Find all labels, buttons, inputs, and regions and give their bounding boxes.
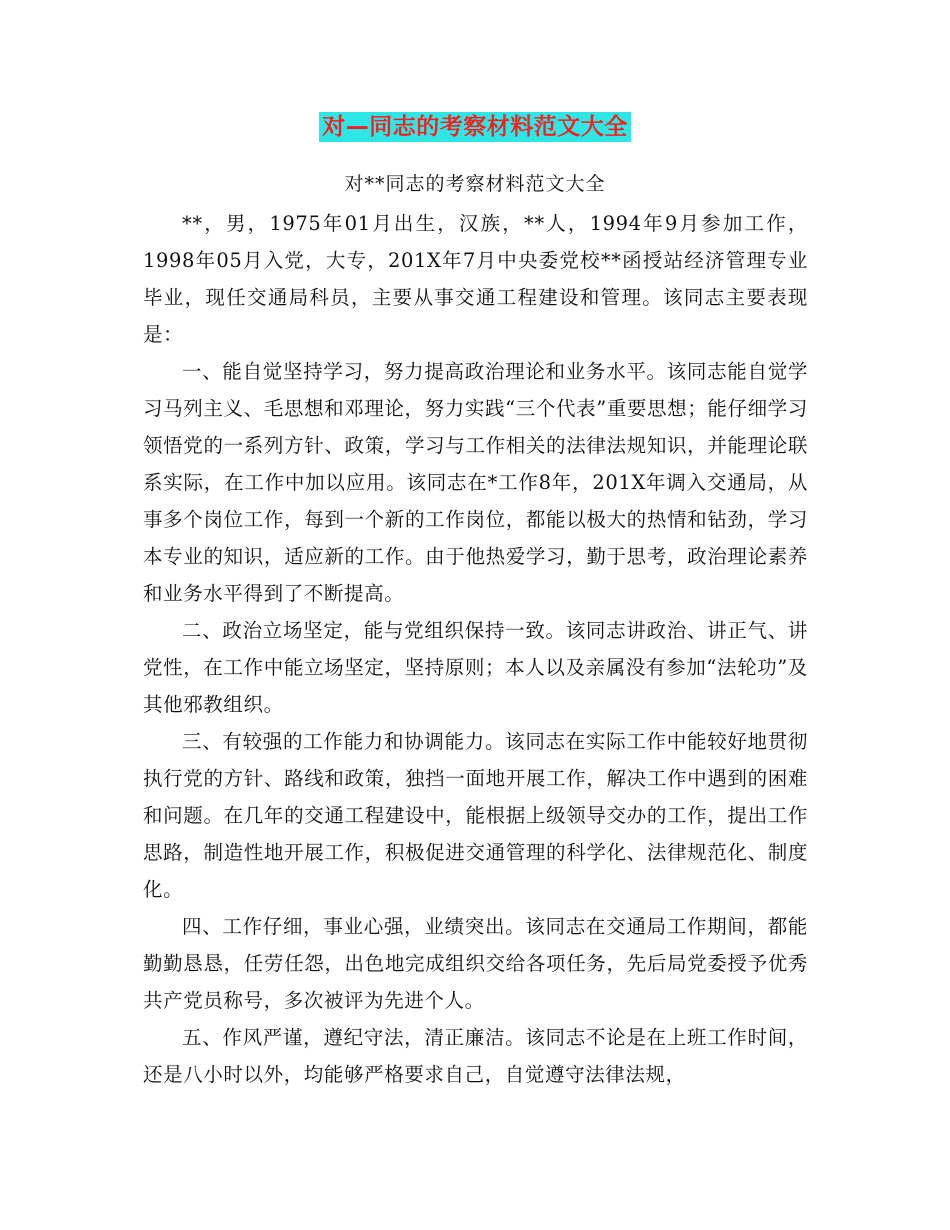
paragraph-1: 一、能自觉坚持学习，努力提高政治理论和业务水平。该同志能自觉学习马列主义、毛思想和邓理论，努力实践“三个代表”重要思想；能仔细学习领悟党的一系列方针、政策，学习与工作相关的法律法规知识，并能理论联系实际，在工作中加以应用。该同志在*工作8年，201X年调入交通局，从事多个岗位工作，每到一个新的工作岗位，都能以极大的热情和钻劲，学习本专业的知识，适应新的工作。由于他热爱学习，勤于思考，政治理论素养和业务水平得到了不断提高。	[143, 360, 808, 605]
paragraph-3: 三、有较强的工作能力和协调能力。该同志在实际工作中能较好地贯彻执行党的方针、路线和政策，独挡一面地开展工作，解决工作中遇到的困难和问题。在几年的交通工程建设中，能根据上级领导交办的工作，提出工作思路，制造性地开展工作，积极促进交通管理的科学化、法律规范化、制度化。	[143, 730, 808, 901]
paragraph-2: 二、政治立场坚定，能与党组织保持一致。该同志讲政治、讲正气、讲党性，在工作中能立场坚定，坚持原则；本人以及亲属没有参加“法轮功”及其他邪教组织。	[143, 619, 808, 716]
document-body	[143, 205, 808, 1093]
paragraph-intro: **，男，1975年01月出生，汉族，**人，1994年9月参加工作，1998年05月入党，大专，201X年7月中央委党校**函授站经济管理专业毕业，现任交通局科员，主要从事交通工程建设和管理。该同志主要表现是：	[143, 212, 808, 346]
document-title: 对—同志的考察材料范文大全	[319, 112, 631, 142]
paragraph-4: 四、工作仔细，事业心强，业绩突出。该同志在交通局工作期间，都能勤勤恳恳，任劳任怨，出色地完成组织交给各项任务，先后局党委授予优秀共产党员称号，多次被评为先进个人。	[143, 915, 808, 1012]
paragraph-5: 五、作风严谨，遵纪守法，清正廉洁。该同志不论是在上班工作时间，还是八小时以外，均能够严格要求自己，自觉遵守法律法规，	[143, 1026, 808, 1086]
document-subtitle: 对**同志的考察材料范文大全	[344, 173, 606, 195]
title-container	[0, 112, 950, 142]
